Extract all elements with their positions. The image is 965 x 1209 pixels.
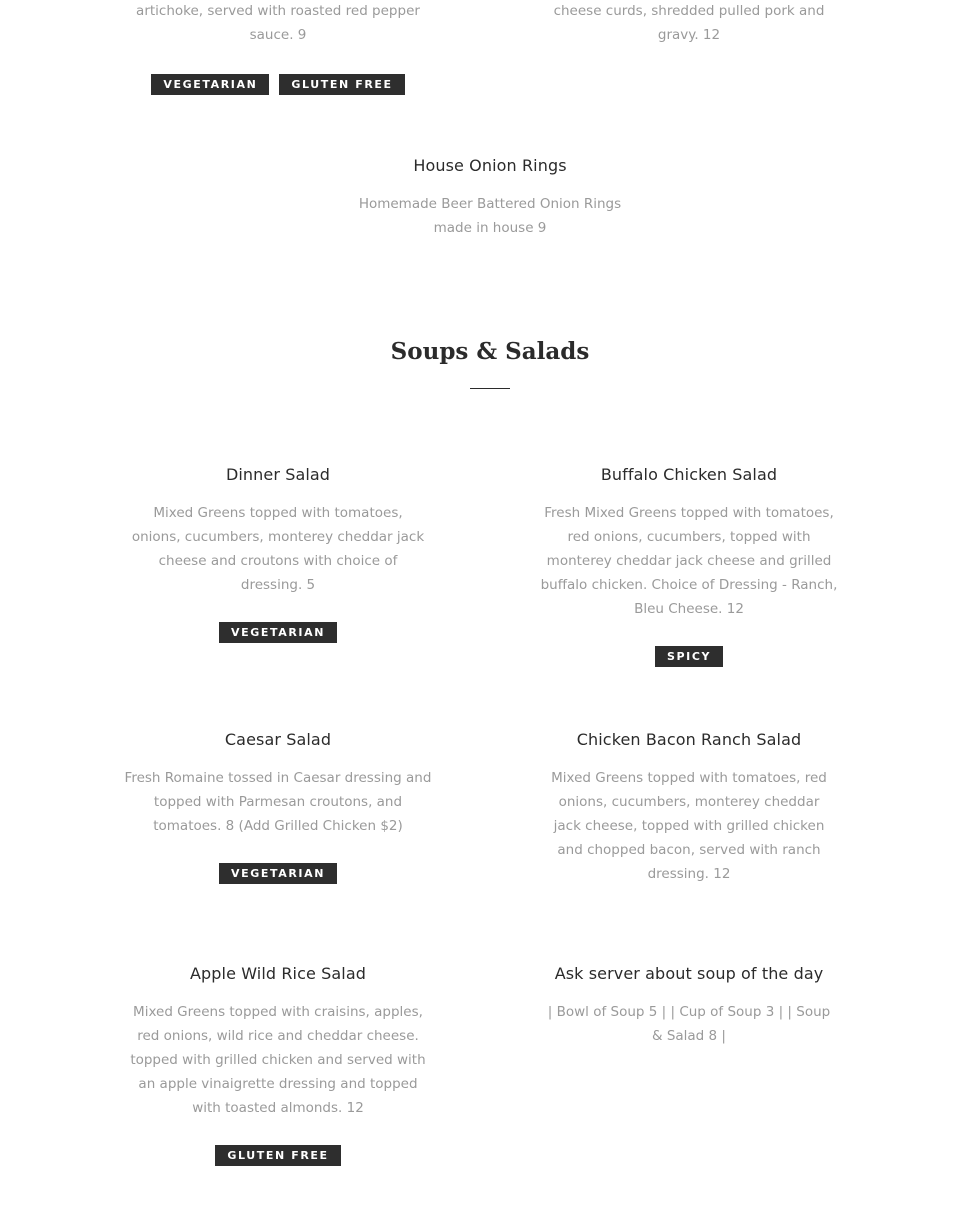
item-tags (130, 622, 426, 643)
tag-gluten-free: GLUTEN FREE (215, 1145, 340, 1166)
menu-item-onion-rings (330, 155, 650, 240)
tag-gluten-free: GLUTEN FREE (279, 74, 404, 95)
item-title: Buffalo Chicken Salad (600, 465, 778, 484)
item-tags (124, 1145, 432, 1166)
item-title: Chicken Bacon Ranch Salad (576, 730, 802, 749)
menu-item-buffalo-chicken-salad (529, 464, 849, 667)
fragment-right-desc: cheese curds, shredded pulled pork and gravy. 12 (553, 3, 825, 43)
item-description: Fresh Mixed Greens topped with tomatoes, red onions, cucumbers, topped with monterey cheddar jack cheese and grilled buffalo chicken. Choice of Dressing - Ranch, Bleu Cheese. 12 (540, 505, 838, 617)
item-title: Ask server about soup of the day (554, 964, 824, 983)
menu-item-dinner-salad (118, 464, 438, 643)
item-title: Apple Wild Rice Salad (190, 964, 366, 983)
item-description: Mixed Greens topped with tomatoes, red onions, cucumbers, monterey cheddar jack cheese, topped with grilled chicken and chopped bacon, served with ranch dressing. 12 (551, 770, 827, 882)
menu-item-caesar-salad (118, 729, 438, 884)
tag-spicy: SPICY (655, 646, 723, 667)
item-tags (124, 863, 432, 884)
tag-vegetarian: VEGETARIAN (219, 863, 337, 884)
section-title: Soups & Salads (390, 338, 590, 365)
fragment-left-tags (118, 74, 438, 95)
item-description: Fresh Romaine tossed in Caesar dressing and topped with Parmesan croutons, and tomatoes. 8 (Add Grilled Chicken $2) (124, 770, 432, 834)
menu-item-apple-wild-rice-salad (118, 963, 438, 1166)
item-title: Dinner Salad (225, 465, 331, 484)
tag-vegetarian: VEGETARIAN (219, 622, 337, 643)
item-description: | Bowl of Soup 5 | | Cup of Soup 3 | | Soup & Salad 8 | (547, 1004, 831, 1044)
menu-item-soup-of-the-day (529, 963, 849, 1048)
tag-vegetarian: VEGETARIAN (151, 74, 269, 95)
item-title: House Onion Rings (413, 156, 567, 175)
item-description: Mixed Greens topped with craisins, apples, red onions, wild rice and cheddar cheese. topped with grilled chicken and served with an apple vinaigrette dressing and topped with toasted almonds. 12 (130, 1004, 426, 1116)
item-tags (537, 646, 841, 667)
section-divider (470, 388, 510, 389)
item-description: Homemade Beer Battered Onion Rings made in house 9 (358, 196, 622, 236)
menu-item-chicken-bacon-ranch-salad (529, 729, 849, 886)
fragment-left-desc: artichoke, served with roasted red pepper sauce. 9 (136, 3, 420, 43)
item-title: Caesar Salad (224, 730, 332, 749)
item-description: Mixed Greens topped with tomatoes, onions, cucumbers, monterey cheddar jack cheese and croutons with choice of dressing. 5 (131, 505, 425, 593)
